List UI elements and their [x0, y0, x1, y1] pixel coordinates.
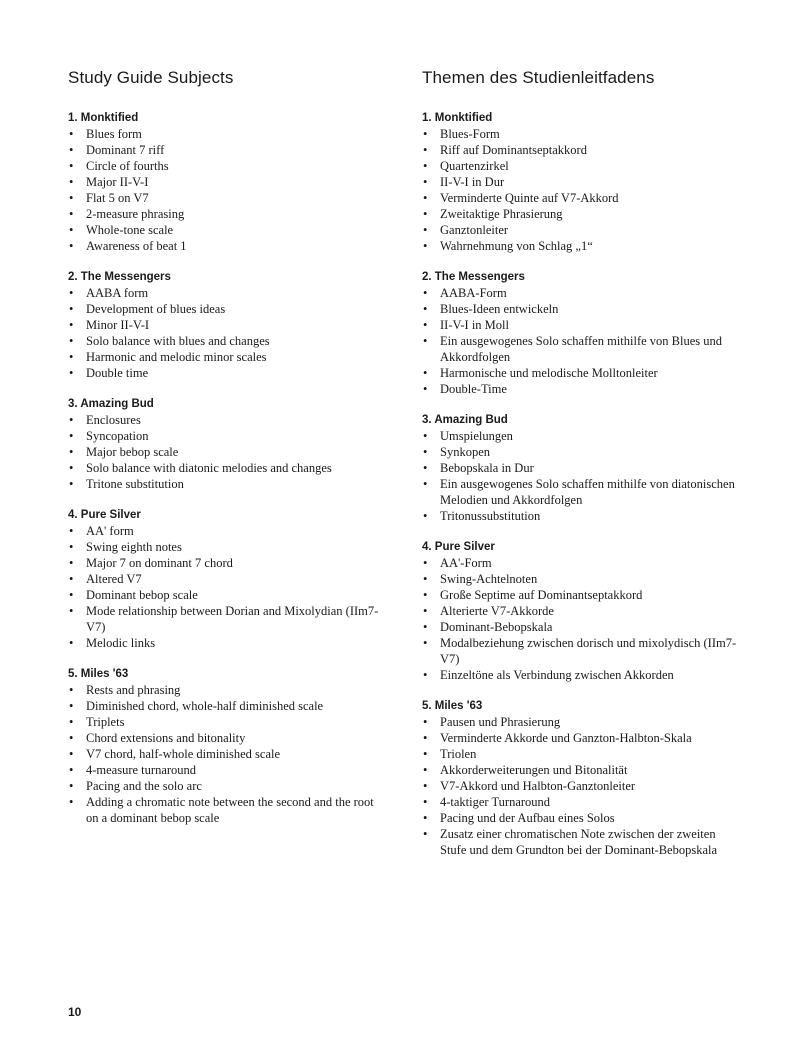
list-item: • AA'-Form: [422, 555, 740, 571]
list-item: • Harmonic and melodic minor scales: [68, 349, 388, 365]
list-item: • Major bebop scale: [68, 444, 388, 460]
topic-list: [422, 285, 740, 397]
list-item: • Umspielungen: [422, 428, 740, 444]
list-item: • Solo balance with blues and changes: [68, 333, 388, 349]
topic-list: [68, 126, 388, 254]
topic-list: [422, 126, 740, 254]
list-item: • V7 chord, half-whole diminished scale: [68, 746, 388, 762]
english-sections: [68, 110, 388, 826]
subject-section: [68, 396, 388, 492]
list-item: • Swing eighth notes: [68, 539, 388, 555]
list-item: • Tritone substitution: [68, 476, 388, 492]
list-item: • Ganztonleiter: [422, 222, 740, 238]
section-heading: 3. Amazing Bud: [422, 414, 508, 426]
list-item: • Whole-tone scale: [68, 222, 388, 238]
list-item: • Verminderte Quinte auf V7-Akkord: [422, 190, 740, 206]
subject-section: [68, 110, 388, 254]
list-item: • Alterierte V7-Akkorde: [422, 603, 740, 619]
list-item: • Akkorderweiterungen und Bitonalität: [422, 762, 740, 778]
topic-list: [68, 523, 388, 651]
list-item: • Dominant 7 riff: [68, 142, 388, 158]
list-item: • Mode relationship between Dorian and Mixolydian (IIm7-V7): [68, 603, 388, 635]
english-column: [68, 66, 388, 841]
list-item: • 2-measure phrasing: [68, 206, 388, 222]
section-heading: 2. The Messengers: [422, 271, 525, 283]
list-item: • Zweitaktige Phrasierung: [422, 206, 740, 222]
list-item: • Synkopen: [422, 444, 740, 460]
topic-list: [422, 714, 740, 858]
list-item: • Pausen und Phrasierung: [422, 714, 740, 730]
list-item: • Harmonische und melodische Molltonleiter: [422, 365, 740, 381]
list-item: • Pacing and the solo arc: [68, 778, 388, 794]
list-item: • Einzeltöne als Verbindung zwischen Akkorden: [422, 667, 740, 683]
section-heading: 3. Amazing Bud: [68, 398, 154, 410]
section-heading: 5. Miles '63: [422, 700, 483, 712]
list-item: • Diminished chord, whole-half diminished scale: [68, 698, 388, 714]
list-item: • Major 7 on dominant 7 chord: [68, 555, 388, 571]
german-title: Themen des Studienleitfadens: [422, 68, 655, 87]
list-item: • AABA-Form: [422, 285, 740, 301]
subject-section: [422, 269, 740, 397]
list-item: • II-V-I in Moll: [422, 317, 740, 333]
list-item: • Adding a chromatic note between the second and the root on a dominant bebop scale: [68, 794, 388, 826]
list-item: • AA' form: [68, 523, 388, 539]
list-item: • Tritonussubstitution: [422, 508, 740, 524]
german-sections: [422, 110, 740, 858]
page-number: 10: [68, 1005, 82, 1019]
section-heading: 1. Monktified: [68, 112, 139, 124]
subject-section: [68, 269, 388, 381]
topic-list: [422, 428, 740, 524]
list-item: • Double time: [68, 365, 388, 381]
list-item: • Enclosures: [68, 412, 388, 428]
list-item: • II-V-I in Dur: [422, 174, 740, 190]
section-heading: 4. Pure Silver: [422, 541, 495, 553]
list-item: • Verminderte Akkorde und Ganzton-Halbton-Skala: [422, 730, 740, 746]
list-item: • 4-measure turnaround: [68, 762, 388, 778]
list-item: • Große Septime auf Dominantseptakkord: [422, 587, 740, 603]
list-item: • Dominant bebop scale: [68, 587, 388, 603]
list-item: • Altered V7: [68, 571, 388, 587]
list-item: • Modalbeziehung zwischen dorisch und mixolydisch (IIm7-V7): [422, 635, 740, 667]
section-heading: 2. The Messengers: [68, 271, 171, 283]
list-item: • Wahrnehmung von Schlag „1“: [422, 238, 740, 254]
list-item: • Flat 5 on V7: [68, 190, 388, 206]
list-item: • Double-Time: [422, 381, 740, 397]
german-column: [422, 66, 740, 873]
english-title: Study Guide Subjects: [68, 68, 234, 87]
subject-section: [68, 507, 388, 651]
topic-list: [68, 285, 388, 381]
list-item: • Bebopskala in Dur: [422, 460, 740, 476]
list-item: • Blues-Ideen entwickeln: [422, 301, 740, 317]
subject-section: [68, 666, 388, 826]
subject-section: [422, 539, 740, 683]
list-item: • Zusatz einer chromatischen Note zwischen der zweiten Stufe und dem Grundton bei der Dominant-Bebopskala: [422, 826, 740, 858]
list-item: • Rests and phrasing: [68, 682, 388, 698]
list-item: • Chord extensions and bitonality: [68, 730, 388, 746]
topic-list: [68, 412, 388, 492]
subject-section: [422, 110, 740, 254]
list-item: • Solo balance with diatonic melodies and changes: [68, 460, 388, 476]
topic-list: [422, 555, 740, 683]
subject-section: [422, 698, 740, 858]
list-item: • AABA form: [68, 285, 388, 301]
list-item: • Triplets: [68, 714, 388, 730]
list-item: • Ein ausgewogenes Solo schaffen mithilfe von diatonischen Melodien und Akkordfolgen: [422, 476, 740, 508]
list-item: • V7-Akkord und Halbton-Ganztonleiter: [422, 778, 740, 794]
list-item: • Ein ausgewogenes Solo schaffen mithilfe von Blues und Akkordfolgen: [422, 333, 740, 365]
list-item: • Minor II-V-I: [68, 317, 388, 333]
list-item: • Dominant-Bebopskala: [422, 619, 740, 635]
subject-section: [422, 412, 740, 524]
section-heading: 5. Miles '63: [68, 668, 129, 680]
list-item: • Melodic links: [68, 635, 388, 651]
list-item: • Awareness of beat 1: [68, 238, 388, 254]
list-item: • Development of blues ideas: [68, 301, 388, 317]
list-item: • Circle of fourths: [68, 158, 388, 174]
section-heading: 1. Monktified: [422, 112, 493, 124]
list-item: • Syncopation: [68, 428, 388, 444]
list-item: • Quartenzirkel: [422, 158, 740, 174]
section-heading: 4. Pure Silver: [68, 509, 141, 521]
list-item: • 4-taktiger Turnaround: [422, 794, 740, 810]
list-item: • Swing-Achtelnoten: [422, 571, 740, 587]
topic-list: [68, 682, 388, 826]
list-item: • Pacing und der Aufbau eines Solos: [422, 810, 740, 826]
list-item: • Blues-Form: [422, 126, 740, 142]
list-item: • Riff auf Dominantseptakkord: [422, 142, 740, 158]
list-item: • Blues form: [68, 126, 388, 142]
list-item: • Major II-V-I: [68, 174, 388, 190]
list-item: • Triolen: [422, 746, 740, 762]
